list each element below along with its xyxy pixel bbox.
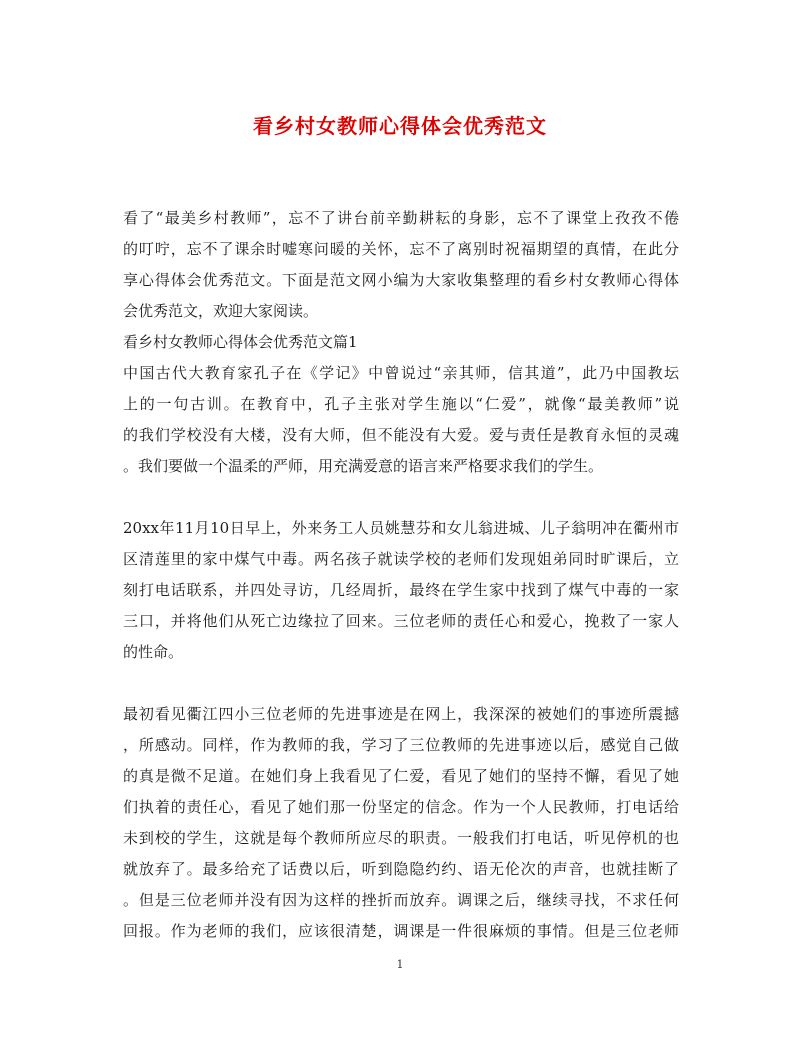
text-line: 回报。作为老师的我们，应该很清楚，调课是一件很麻烦的事情。但是三位老师 xyxy=(123,922,679,940)
text-line: 上的一句古训。在教育中，孔子主张对学生施以“仁爱”，就像“最美教师”说 xyxy=(123,395,679,413)
text-line: 看了“最美乡村教师”，忘不了讲台前辛勤耕耘的身影，忘不了课堂上孜孜不倦 xyxy=(123,209,679,227)
text-line: 的叮咛，忘不了课余时嘘寒问暖的关怀，忘不了离别时祝福期望的真情，在此分 xyxy=(123,240,679,258)
document-body xyxy=(123,203,679,947)
page-title: 看乡村女教师心得体会优秀范文 xyxy=(253,114,547,138)
body-paragraph-2 xyxy=(123,513,679,668)
text-line: 。但是三位老师并没有因为这样的挫折而放弃。调课之后，继续寻找，不求任何 xyxy=(123,891,679,909)
paragraph-gap xyxy=(123,482,679,513)
text-line: 刻打电话联系，并四处寻访，几经周折，最终在学生家中找到了煤气中毒的一家 xyxy=(123,581,679,599)
text-line: 未到校的学生，这就是每个教师所应尽的职责。一般我们打电话，听见停机的也 xyxy=(123,829,679,847)
text-line: 中国古代大教育家孔子在《学记》中曾说过“亲其师，信其道”，此乃中国教坛 xyxy=(123,364,679,382)
text-line: ，所感动。同样，作为教师的我，学习了三位教师的先进事迹以后，感觉自己做 xyxy=(123,736,679,754)
body-paragraph-1 xyxy=(123,358,679,482)
text-line: 就放弃了。最多给充了话费以后，听到隐隐约约、语无伦次的声音，也就挂断了 xyxy=(123,860,679,878)
text-line: 的真是微不足道。在她们身上我看见了仁爱，看见了她们的坚持不懈，看见了她 xyxy=(123,767,679,785)
page-number: 1 xyxy=(396,958,404,971)
text-line: 20xx年11月10日早上，外来务工人员姚慧芬和女儿翁进城、儿子翁明冲在衢州市 xyxy=(123,519,679,537)
text-line: 最初看见衢江四小三位老师的先进事迹是在网上，我深深的被她们的事迹所震撼 xyxy=(123,705,679,723)
text-line: 享心得体会优秀范文。下面是范文网小编为大家收集整理的看乡村女教师心得体 xyxy=(123,271,679,289)
intro-paragraph xyxy=(123,203,679,327)
body-paragraph-3 xyxy=(123,699,679,947)
text-line: 们执着的责任心，看见了她们那一份坚定的信念。作为一个人民教师，打电话给 xyxy=(123,798,679,816)
text-line: 。我们要做一个温柔的严师，用充满爱意的语言来严格要求我们的学生。 xyxy=(123,457,604,475)
text-line: 会优秀范文，欢迎大家阅读。 xyxy=(123,302,319,320)
text-line: 的性命。 xyxy=(123,643,184,661)
text-line: 三口，并将他们从死亡边缘拉了回来。三位老师的责任心和爱心，挽救了一家人 xyxy=(123,612,679,630)
text-line: 的我们学校没有大楼，没有大师，但不能没有大爱。爱与责任是教育永恒的灵魂 xyxy=(123,426,679,444)
text-line: 区清莲里的家中煤气中毒。两名孩子就读学校的老师们发现姐弟同时旷课后，立 xyxy=(123,550,679,568)
section-heading: 看乡村女教师心得体会优秀范文篇1 xyxy=(123,333,358,351)
paragraph-gap xyxy=(123,668,679,699)
